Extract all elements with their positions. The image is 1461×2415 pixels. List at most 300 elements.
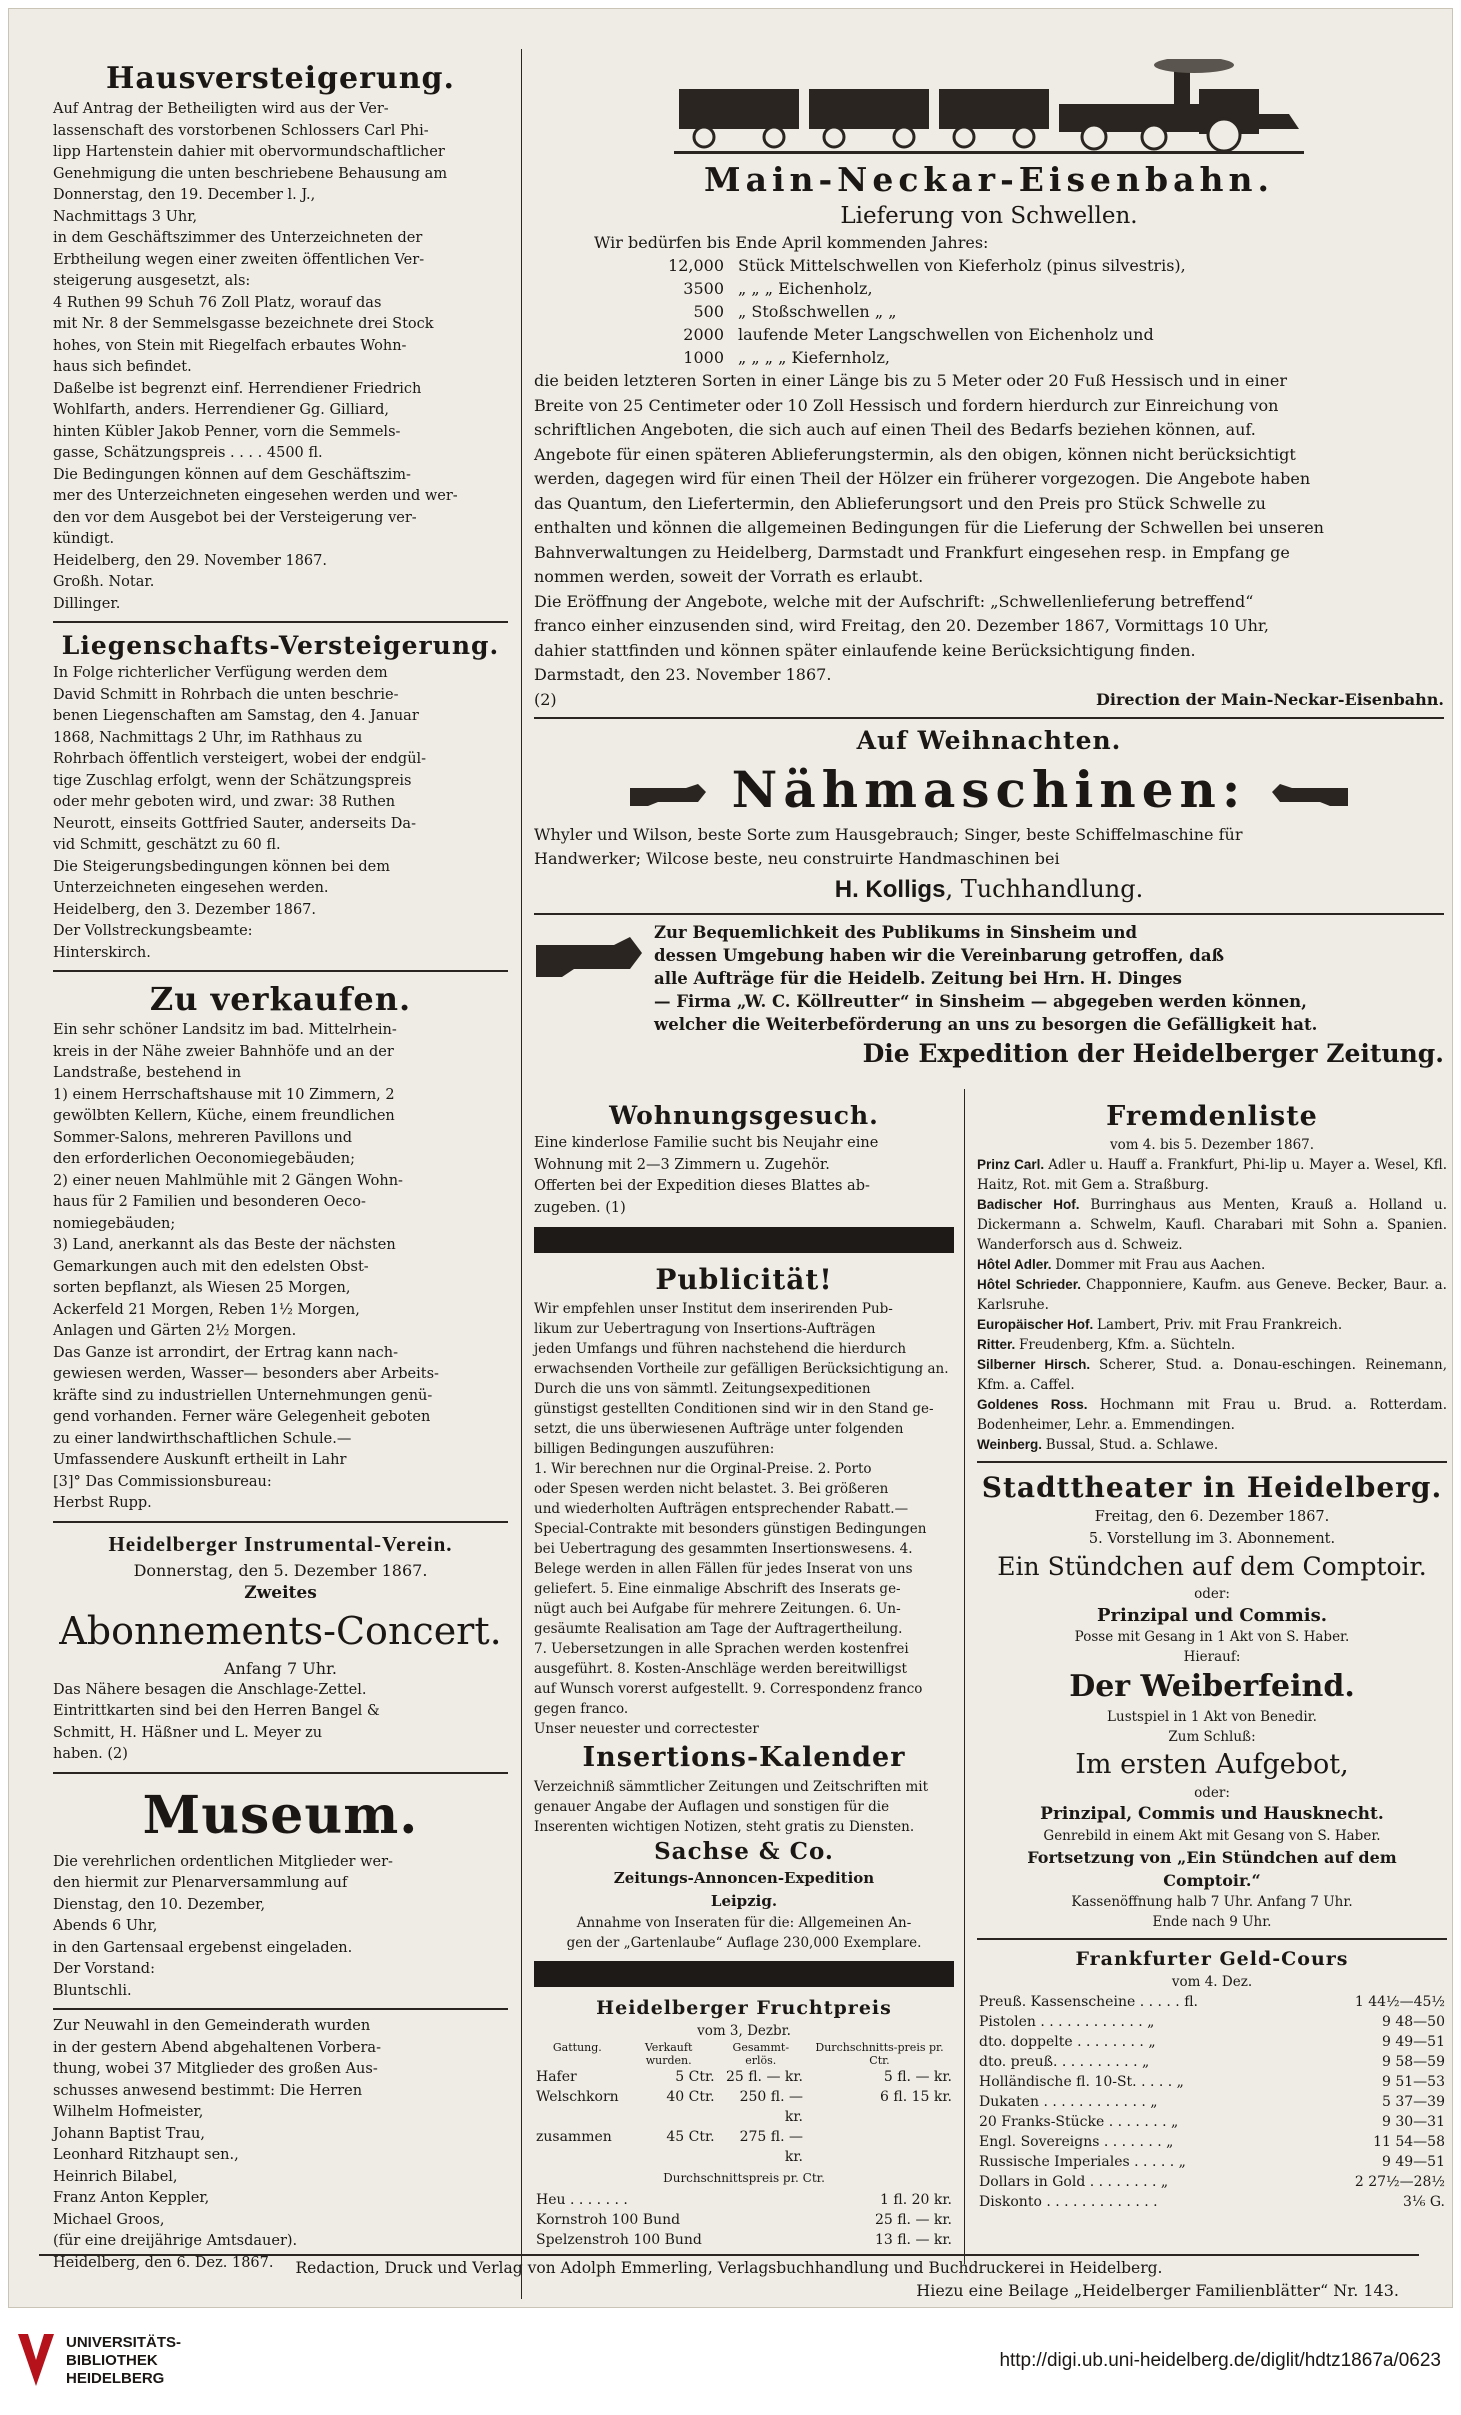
text-line: die beiden letzteren Sorten in einer Länge bis zu 5 Meter oder 20 Fuß Hessisch und in einer	[534, 371, 1287, 390]
text-line: gewölbten Kellern, Küche, einem freundlichen	[53, 1108, 395, 1124]
text-line: Angebote für einen späteren Ablieferungstermin, als den obigen, können nicht berücksichtigt	[534, 444, 1296, 464]
fremden-entry	[977, 1275, 1447, 1315]
text-line: Die verehrlichen ordentlichen Mitglieder wer-	[53, 1853, 393, 1870]
table-cell: 20 Franks-Stücke . . . . . . . „	[979, 2114, 1179, 2130]
fremden-body	[977, 1155, 1447, 1455]
table-cell: Russische Imperiales . . . . . „	[979, 2154, 1186, 2170]
text-line: lassenschaft des vorstorbenen Schlossers Carl Phi-	[53, 122, 429, 139]
public-firm2: Zeitungs-Annoncen-Expedition	[613, 1869, 875, 1887]
fremden-text: Bussal, Stud. a. Schlawe.	[1045, 1437, 1219, 1453]
public-body	[534, 1299, 954, 1739]
text-line: vid Schmitt, geschätzt zu 60 fl.	[53, 837, 281, 853]
bahn-body	[534, 369, 1444, 688]
fremden-text: Adler u. Hauff a. Frankfurt, Phi-lip u. Mayer a. Wesel, Kfl. Haitz, Rot. mit Gem a. Straßburg.	[977, 1157, 1447, 1193]
text-line: auf Wunsch vorerst aufgestellt. 9. Correspondenz franco	[534, 1681, 923, 1697]
fremden-text: Burringhaus aus Menten, Krauß a. Holland u. Dickermann a. Schwelm, Kaufl. Charabari mit Sohn a. Spanien. Wanderforsch aus d. Schweiz.	[977, 1197, 1447, 1253]
text-line: Herbst Rupp.	[53, 1495, 152, 1511]
text-line: Wohlfarth, anders. Herrendiener Gg. Gilliard,	[53, 402, 390, 418]
text-line: thung, wobei 37 Mitglieder des großen Aus-	[53, 2061, 378, 2077]
text-line: setzt, die uns überwiesenen Aufträge unter folgenden	[534, 1421, 904, 1437]
text-line: Bahnverwaltungen zu Heidelberg, Darmstadt und Frankfurt eingesehen resp. in Empfang ge	[534, 542, 1290, 562]
bahn-item-text: laufende Meter Langschwellen von Eichenholz und	[738, 325, 1154, 344]
digitization-footer	[0, 2308, 1461, 2415]
verein-date: Donnerstag, den 5. Dezember 1867.	[133, 1560, 428, 1580]
fremden-entry	[977, 1195, 1447, 1255]
geld-row	[977, 2172, 1447, 2192]
text-line: Zur Bequemlichkeit des Publikums in Sinsheim und	[654, 922, 1137, 942]
text-line: Gemarkungen auch mit den edelsten Obst-	[53, 1258, 369, 1275]
text-line: Durch die uns von sämmtl. Zeitungsexpeditionen	[534, 1381, 871, 1397]
table-cell: Dukaten . . . . . . . . . . . . „	[979, 2094, 1158, 2110]
text-line: Unser neuester und correctester	[534, 1721, 759, 1737]
text-line: hinten Kübler Jakob Penner, vorn die Semmels-	[53, 423, 401, 440]
text-line: lipp Hartenstein dahier mit obervormundschaftlicher	[53, 144, 445, 160]
geld-row	[977, 2012, 1447, 2032]
theater-play1: Ein Stündchen auf dem Comptoir.	[997, 1552, 1427, 1581]
fremden-text: Lambert, Priv. mit Frau Frankreich.	[1097, 1317, 1343, 1333]
fremden-entry	[977, 1155, 1447, 1195]
text-line: Heidelberg, den 6. Dez. 1867.	[53, 2254, 274, 2271]
geld-title: Frankfurter Geld-Cours	[1075, 1948, 1349, 1970]
table-cell: 9 58—59	[1382, 2054, 1445, 2070]
verein-second: Zweites	[244, 1582, 317, 1603]
public-klines	[534, 1777, 954, 1837]
black-rule	[534, 1961, 954, 1987]
text-line: welcher die Weiterbeförderung an uns zu besorgen die Gefälligkeit hat.	[654, 1014, 1318, 1034]
text-line: den vor dem Ausgebot bei der Versteigerung ver-	[53, 509, 417, 526]
bottom-line1: Redaction, Druck und Verlag von Adolph Emmerling, Verlagsbuchhandlung und Buchdruckerei in Heidelberg.	[295, 2259, 1163, 2277]
text-line: Special-Contrakte mit besonders günstigen Bedingungen	[534, 1521, 927, 1537]
text-line: oder mehr geboten wird, und zwar: 38 Ruthen	[53, 794, 396, 810]
text-line: Wilhelm Hofmeister,	[53, 2104, 204, 2120]
pointing-hand-icon	[1270, 778, 1350, 810]
text-line: Die Eröffnung der Angebote, welche mit der Aufschrift: „Schwellenlieferung betreffend“	[534, 591, 1254, 611]
text-line: haben. (2)	[53, 1746, 128, 1762]
theater-date: Freitag, den 6. Dezember 1867.	[1094, 1509, 1330, 1525]
bahn-item-qty: 500	[693, 302, 724, 321]
text-line: kreis in der Nähe zweier Bahnhöfe und an der	[53, 1043, 394, 1060]
text-line: Breite von 25 Centimeter oder 10 Zoll Hessisch und fordern hierdurch zur Einreichung von	[534, 395, 1279, 415]
public-title: Publicität!	[655, 1263, 833, 1296]
bahn-item	[634, 323, 1444, 346]
text-line: Umfassendere Auskunft ertheilt in Lahr	[53, 1452, 347, 1468]
bahn-sign: Direction der Main-Neckar-Eisenbahn.	[1096, 689, 1444, 709]
text-line: Donnerstag, den 19. December l. J.,	[53, 187, 316, 203]
theater-ende: Ende nach 9 Uhr.	[1152, 1914, 1272, 1930]
text-line: Abends 6 Uhr,	[53, 1918, 158, 1934]
logo-line3: HEIDELBERG	[66, 2370, 165, 2387]
theater-play3c: Genrebild in einem Akt mit Gesang von S. Haber.	[1043, 1828, 1381, 1844]
fremden-text: Dommer mit Frau aus Aachen.	[1055, 1257, 1266, 1273]
public-firm: Sachse & Co.	[654, 1838, 834, 1865]
text-line: Franz Anton Keppler,	[53, 2190, 210, 2206]
text-line: David Schmitt in Rohrbach die unten beschrie-	[53, 686, 399, 703]
bequem-sign: Die Expedition der Heidelberger Zeitung.	[862, 1038, 1444, 1068]
geld-row	[977, 2052, 1447, 2072]
table-cell: 25 fl. — kr.	[725, 2069, 803, 2085]
text-line: Wir empfehlen unser Institut dem inserirenden Pub-	[534, 1301, 893, 1317]
fremden-hotel: Ritter.	[977, 1337, 1020, 1352]
text-line: Ein sehr schöner Landsitz im bad. Mittelrhein-	[53, 1022, 397, 1038]
text-line: Ackerfeld 21 Morgen, Reben 1½ Morgen,	[53, 1301, 360, 1318]
text-line: 3) Land, anerkannt als das Beste der nächsten	[53, 1237, 396, 1253]
text-line: geliefert. 5. Eine einmalige Abschrift des Inserats ge-	[534, 1581, 901, 1597]
table-cell: 250 fl. — kr.	[739, 2089, 803, 2125]
text-line: Verzeichniß sämmtlicher Zeitungen und Zeitschriften mit	[534, 1779, 929, 1795]
fremden-entry	[977, 1355, 1447, 1395]
fremden-entry	[977, 1255, 1447, 1275]
table-cell: Welschkorn	[536, 2089, 619, 2105]
weih-firm: H. Kolligs	[834, 875, 946, 903]
locomotive-icon	[674, 59, 1304, 159]
bahn-intro: Wir bedürfen bis Ende April kommenden Jahres:	[594, 233, 989, 252]
public-city: Leipzig.	[710, 1892, 778, 1910]
geld-row	[977, 2032, 1447, 2052]
text-line: 1. Wir berechnen nur die Orginal-Preise. 2. Porto	[534, 1461, 872, 1477]
table-cell: 275 fl. — kr.	[739, 2129, 803, 2165]
fremden-hotel: Europäischer Hof.	[977, 1317, 1098, 1332]
text-line: Darmstadt, den 23. November 1867.	[534, 665, 832, 684]
text-line: mit Nr. 8 der Semmelsgasse bezeichnete drei Stock	[53, 316, 434, 332]
fremden-hotel: Prinz Carl.	[977, 1157, 1049, 1172]
haus-title: Hausversteigerung.	[106, 61, 455, 96]
text-line: den erforderlichen Oeconomiegebäuden;	[53, 1151, 355, 1167]
text-line: 1) einem Herrschaftshause mit 10 Zimmern, 2	[53, 1086, 395, 1103]
column-rule-left	[521, 49, 522, 2299]
text-line: Dienstag, den 10. Dezember,	[53, 1896, 266, 1913]
logo-line1: UNIVERSITÄTS-	[66, 2334, 182, 2351]
text-line: hohes, von Stein mit Riegelfach erbautes Wohn-	[53, 337, 407, 354]
text-line: Daßelbe ist begrenzt einf. Herrendiener Friedrich	[53, 380, 422, 397]
table-cell	[814, 2230, 821, 2250]
frucht-row	[534, 2230, 954, 2250]
bahn-num: (2)	[534, 689, 557, 709]
liegen-body	[53, 663, 508, 964]
table-cell: 45 Ctr.	[666, 2129, 715, 2145]
verein-title: Heidelberger Instrumental-Verein.	[108, 1531, 453, 1556]
verein-concert: Abonnements-Concert.	[59, 1608, 502, 1653]
text-line: Erbtheilung wegen einer zweiten öffentlichen Ver-	[53, 251, 425, 268]
theater-oder2: oder:	[1194, 1785, 1230, 1801]
table-cell	[814, 2210, 821, 2230]
text-line: haus sich befindet.	[53, 359, 192, 375]
text-line: dessen Umgebung haben wir die Vereinbarung getroffen, daß	[654, 945, 1225, 965]
text-line: benen Liegenschaften am Samstag, den 4. Januar	[53, 708, 419, 724]
left-column	[53, 59, 508, 2274]
table-cell: 40 Ctr.	[666, 2089, 715, 2105]
text-line: Leonhard Ritzhaupt sen.,	[53, 2147, 239, 2163]
text-line: gewiesen werden, Wasser— besonders aber Arbeits-	[53, 1366, 439, 1382]
wahl-body	[53, 2016, 508, 2274]
fremden-hotel: Weinberg.	[977, 1437, 1046, 1452]
text-line: nommen werden, soweit der Vorrath es erlaubt.	[534, 567, 924, 586]
text-line: zugeben. (1)	[534, 1199, 626, 1216]
fremden-hotel: Badischer Hof.	[977, 1197, 1091, 1212]
weih-body	[534, 823, 1444, 872]
table-cell: 5 Ctr.	[675, 2069, 715, 2085]
table-cell: 9 49—51	[1382, 2154, 1445, 2170]
table-cell	[805, 2127, 954, 2167]
text-line: und wiederholten Aufträgen entsprechender Rabatt.—	[534, 1501, 909, 1517]
text-line: genauer Angabe der Auflagen und sonstigen für die	[534, 1799, 890, 1815]
table-cell: Heu . . . . . . .	[536, 2192, 628, 2208]
text-line: gesäumte Realisation am Tage der Auftragertheilung.	[534, 1621, 903, 1637]
haus-body	[53, 99, 508, 615]
wohnung-title: Wohnungsgesuch.	[609, 1101, 879, 1130]
frucht-table-2	[534, 2190, 954, 2250]
fremden-entry	[977, 1315, 1447, 1335]
bahn-section	[534, 59, 1444, 1072]
theater-play3: Im ersten Aufgebot,	[1075, 1749, 1349, 1780]
bahn-item	[634, 346, 1444, 369]
table-cell: 1 44½—45½	[1354, 1994, 1445, 2010]
fremden-entry	[977, 1335, 1447, 1355]
text-line: Hinterskirch.	[53, 944, 151, 961]
bahn-item	[634, 254, 1444, 277]
university-logo-icon	[14, 2330, 58, 2390]
table-cell: Kornstroh 100 Bund	[536, 2212, 681, 2228]
text-line: das Quantum, den Liefertermin, den Ablieferungsort und den Preis pro Stück Schwelle zu	[534, 493, 1266, 513]
museum-title: Museum.	[142, 1784, 419, 1846]
text-line: In Folge richterlicher Verfügung werden dem	[53, 665, 388, 681]
geld-row	[977, 2192, 1447, 2212]
text-line: 7. Uebersetzungen in alle Sprachen werden kostenfrei	[534, 1641, 909, 1657]
text-line: likum zur Uebertragung von Insertions-Aufträgen	[534, 1321, 876, 1337]
newspaper-page	[8, 8, 1453, 2308]
text-line: Eintrittkarten sind bei den Herren Bangel &	[53, 1703, 380, 1719]
text-line: 1868, Nachmittags 2 Uhr, im Rathhaus zu	[53, 729, 363, 746]
text-line: oder Spesen werden nicht belastet. 3. Bei größeren	[534, 1481, 889, 1497]
table-cell: Dollars in Gold . . . . . . . . „	[979, 2174, 1169, 2190]
text-line: Wohnung mit 2—3 Zimmern u. Zugehör.	[534, 1156, 830, 1173]
frucht-title: Heidelberger Fruchtpreis	[596, 1997, 892, 2019]
table-cell: Holländische fl. 10-St. . . . . „	[979, 2074, 1184, 2090]
table-cell: Engl. Sovereigns . . . . . . . „	[979, 2134, 1174, 2150]
frucht-header: Gesammt-erlös.	[732, 2041, 790, 2067]
bahn-sign-row	[534, 688, 1444, 711]
table-cell: 25 fl. — kr.	[874, 2212, 952, 2228]
theater-play2: Der Weiberfeind.	[1069, 1669, 1355, 1704]
bahn-items	[534, 254, 1444, 369]
text-line: Whyler und Wilson, beste Sorte zum Hausgebrauch; Singer, beste Schiffelmaschine für	[534, 824, 1243, 844]
text-line: (für eine dreijährige Amtsdauer).	[53, 2233, 298, 2249]
text-line: haus für 2 Familien und besonderen Oeco-	[53, 1194, 366, 1210]
table-cell: 2 27½—28½	[1354, 2174, 1445, 2190]
table-cell: 9 48—50	[1382, 2014, 1445, 2030]
table-cell: Preuß. Kassenscheine . . . . . fl.	[979, 1994, 1198, 2010]
geld-row	[977, 2092, 1447, 2112]
text-line: Neurott, einseits Gottfried Sauter, anderseits Da-	[53, 815, 416, 832]
verein-body	[53, 1680, 508, 1766]
frucht-row	[534, 2210, 954, 2230]
text-line: Offerten bei der Expedition dieses Blattes ab-	[534, 1178, 870, 1194]
wohnung-body	[534, 1133, 954, 1219]
text-line: 4 Ruthen 99 Schuh 76 Zoll Platz, worauf das	[53, 294, 382, 311]
theater-title: Stadttheater in Heidelberg.	[981, 1471, 1443, 1504]
theater-play3b: Prinzipal, Commis und Hausknecht.	[1040, 1804, 1384, 1824]
geld-date: vom 4. Dez.	[1171, 1974, 1253, 1990]
pointing-hand-icon	[628, 778, 708, 810]
bahn-item-text: „ „ „ „ Kiefernholz,	[738, 348, 890, 367]
fremden-hotel: Hôtel Schrieder.	[977, 1277, 1086, 1292]
table-cell: Hafer	[536, 2069, 577, 2085]
theater-play2b: Lustspiel in 1 Akt von Benedir.	[1107, 1709, 1317, 1725]
frucht-row	[534, 2190, 954, 2210]
text-line: werden, dagegen wird für einen Theil der Hölzer ein früherer vorgezogen. Die Angebote haben	[534, 469, 1311, 488]
text-line: Das Ganze ist arrondirt, der Ertrag kann nach-	[53, 1344, 398, 1361]
text-line: Das Nähere besagen die Anschlage-Zettel.	[53, 1681, 367, 1698]
museum-body	[53, 1852, 508, 2003]
text-line: tige Zuschlag erfolgt, wenn der Schätzungspreis	[53, 772, 412, 789]
text-line: gen der „Gartenlaube“ Auflage 230,000 Exemplare.	[566, 1935, 922, 1951]
text-line: schusses anwesend bestimmt: Die Herren	[53, 2082, 363, 2099]
text-line: Nachmittags 3 Uhr,	[53, 208, 198, 225]
text-line: enthalten und können die allgemeinen Bedingungen für die Lieferung der Schwellen bei unseren	[534, 518, 1324, 537]
text-line: Rohrbach öffentlich versteigert, wobei der endgül-	[53, 751, 427, 767]
text-line: zu einer landwirthschaftlichen Schule.—	[53, 1430, 352, 1447]
table-cell: Spelzenstroh 100 Bund	[536, 2232, 702, 2248]
text-line: — Firma „W. C. Köllreutter“ in Sinsheim — abgegeben werden können,	[654, 991, 1307, 1011]
verkauf-title: Zu verkaufen.	[149, 980, 412, 1018]
frucht-row	[534, 2067, 954, 2087]
text-line: nügt auch bei Aufgabe für mehrere Zeitungen. 6. Un-	[534, 1601, 901, 1617]
bahn-item	[634, 300, 1444, 323]
text-line: Bluntschli.	[53, 1982, 132, 1999]
liegen-title: Liegenschafts-Versteigerung.	[61, 631, 500, 660]
text-line: gasse, Schätzungspreis . . . . 4500 fl.	[53, 445, 323, 461]
text-line: Die Steigerungsbedingungen können bei dem	[53, 858, 390, 875]
bahn-item-qty: 12,000	[668, 256, 724, 275]
weih-big: Nähmaschinen:	[731, 759, 1247, 819]
bahn-item-qty: 1000	[683, 348, 724, 367]
theater-vorst: 5. Vorstellung im 3. Abonnement.	[1088, 1530, 1336, 1547]
weih-firm-suffix: , Tuchhandlung.	[945, 874, 1144, 903]
text-line: gend vorhanden. Ferner wäre Gelegenheit geboten	[53, 1409, 431, 1425]
bahn-item	[634, 277, 1444, 300]
bahn-title: Main-Neckar-Eisenbahn.	[704, 160, 1274, 199]
source-url[interactable]: http://digi.ub.uni-heidelberg.de/diglit/hdtz1867a/0623	[999, 2350, 1441, 2371]
text-line: Michael Groos,	[53, 2211, 165, 2228]
table-cell: 13 fl. — kr.	[874, 2232, 952, 2248]
text-line: schriftlichen Angeboten, die sich auch auf einen Theil des Bedarfs beziehen können, auf.	[534, 420, 1256, 439]
text-line: 2) einer neuen Mahlmühle mit 2 Gängen Wohn-	[53, 1172, 403, 1189]
table-cell: dto. doppelte . . . . . . . . „	[979, 2034, 1156, 2050]
library-logo-text	[66, 2334, 181, 2388]
text-line: Dillinger.	[53, 595, 121, 612]
text-line: Heidelberg, den 29. November 1867.	[53, 552, 327, 569]
text-line: billigen Bedingungen auszuführen:	[534, 1441, 775, 1457]
table-cell: 3⅙ G.	[1402, 2194, 1445, 2210]
fremden-hotel: Hôtel Adler.	[977, 1257, 1056, 1272]
weih-firm-row	[534, 872, 1444, 907]
text-line: in dem Geschäftszimmer des Unterzeichneten der	[53, 230, 423, 246]
text-line: gegen franco.	[534, 1701, 629, 1717]
weih-big-row	[534, 757, 1444, 823]
text-line: in den Gartensaal ergebenst eingeladen.	[53, 1939, 353, 1956]
logo-line2: BIBLIOTHEK	[66, 2352, 158, 2369]
right-column	[977, 1099, 1447, 2212]
text-line: Der Vorstand:	[53, 1961, 155, 1977]
verein-start: Anfang 7 Uhr.	[224, 1658, 337, 1678]
text-line: Anlagen und Gärten 2½ Morgen.	[53, 1323, 297, 1339]
text-line: Landstraße, bestehend in	[53, 1065, 242, 1081]
text-line: ausgeführt. 8. Kosten-Anschläge werden bereitwilligst	[534, 1661, 907, 1677]
text-line: Auf Antrag der Betheiligten wird aus der Ver-	[53, 101, 389, 117]
text-line: Eine kinderlose Familie sucht bis Neujahr eine	[534, 1135, 879, 1151]
table-cell: 11 54—58	[1373, 2134, 1445, 2150]
text-line: Johann Baptist Trau,	[53, 2125, 205, 2142]
text-line: den hiermit zur Plenarversammlung auf	[53, 1875, 348, 1891]
black-rule	[534, 1227, 954, 1253]
text-line: kräfte sind zu industriellen Unternehmungen genü-	[53, 1387, 433, 1404]
text-line: Inserenten wichtigen Notizen, steht gratis zu Diensten.	[534, 1819, 915, 1835]
fremden-entry	[977, 1395, 1447, 1435]
text-line: Die Bedingungen können auf dem Geschäftszim-	[53, 466, 411, 483]
text-line: erwachsenden Vortheile zur gefälligen Berücksichtigung an.	[534, 1361, 949, 1377]
text-line: Unterzeichneten eingesehen werden.	[53, 880, 329, 896]
middle-column	[534, 1099, 954, 2250]
weih-title: Auf Weihnachten.	[856, 725, 1122, 755]
text-line: bei Uebertragung des gesammten Insertionswesens. 4.	[534, 1541, 913, 1557]
text-line: Sommer-Salons, mehreren Pavillons und	[53, 1129, 353, 1146]
table-cell: 9 30—31	[1382, 2114, 1445, 2130]
geld-row	[977, 2152, 1447, 2172]
bottom-line2: Hiezu eine Beilage „Heidelberger Familienblätter“ Nr. 143.	[916, 2281, 1399, 2300]
geld-row	[977, 1992, 1447, 2012]
fremden-text: Hochmann mit Frau u. Brud. a. Rotterdam. Bodenheimer, Lehr. a. Emmendingen.	[977, 1397, 1448, 1433]
bahn-item-qty: 3500	[683, 279, 724, 298]
bequem-body	[644, 921, 1444, 1036]
frucht-row	[534, 2087, 954, 2127]
text-line: Handwerker; Wilcose beste, neu construirte Handmaschinen bei	[534, 849, 1060, 868]
text-line: Großh. Notar.	[53, 574, 155, 590]
text-line: Annahme von Inseraten für die: Allgemeinen An-	[576, 1915, 912, 1931]
fremden-text: Chapponniere, Kaufm. aus Geneve. Becker, Baur. a. Karlsruhe.	[977, 1277, 1447, 1313]
verkauf-body	[53, 1020, 508, 1515]
table-cell: Pistolen . . . . . . . . . . . . „	[979, 2014, 1155, 2030]
text-line: Belege werden in allen Fällen für jedes Inserat von uns	[534, 1561, 913, 1577]
fremden-hotel: Silberner Hirsch.	[977, 1357, 1100, 1372]
theater-oder1: oder:	[1194, 1586, 1230, 1602]
geld-row	[977, 2072, 1447, 2092]
text-line: steigerung ausgesetzt, als:	[53, 273, 251, 289]
text-line: Der Vollstreckungsbeamte:	[53, 923, 253, 939]
text-line: günstigst gestellten Conditionen sind wir in den Stand ge-	[534, 1401, 934, 1417]
geld-table	[977, 1992, 1447, 2212]
theater-kasse: Kassenöffnung halb 7 Uhr. Anfang 7 Uhr.	[1071, 1894, 1353, 1910]
column-rule-right	[964, 1089, 965, 2264]
frucht-table	[534, 2041, 954, 2167]
table-cell	[814, 2190, 821, 2210]
table-cell: 5 fl. — kr.	[883, 2069, 952, 2085]
text-line: sorten bepflanzt, als Wiesen 25 Morgen,	[53, 1280, 351, 1296]
bahn-item-qty: 2000	[683, 325, 724, 344]
table-cell: Diskonto . . . . . . . . . . . . .	[979, 2194, 1158, 2210]
bequem-block	[534, 921, 1444, 1036]
table-cell: dto. preuß. . . . . . . . . . „	[979, 2054, 1150, 2070]
fremden-text: Freudenberg, Kfm. a. Süchteln.	[1019, 1337, 1236, 1353]
fremden-text: Scherer, Stud. a. Donau-eschingen. Reinemann, Kfm. a. Caffel.	[977, 1357, 1447, 1393]
bahn-item-text: Stück Mittelschwellen von Kieferholz (pinus silvestris),	[738, 256, 1186, 275]
text-line: dahier stattfinden und können später einlaufende keine Berücksichtigung finden.	[534, 640, 1196, 660]
frucht-header: Durchschnitts-preis pr. Ctr.	[815, 2041, 944, 2067]
text-line: franco einher einzusenden sind, wird Freitag, den 20. Dezember 1867, Vormittags 10 Uhr,	[534, 616, 1269, 635]
theater-hierauf: Hierauf:	[1183, 1649, 1241, 1665]
text-line: Genehmigung die unten beschriebene Behausung am	[53, 165, 448, 182]
theater-play1b: Prinzipal und Commis.	[1096, 1605, 1328, 1626]
table-cell: 5 37—39	[1382, 2094, 1445, 2110]
text-line: Heidelberg, den 3. Dezember 1867.	[53, 901, 317, 918]
